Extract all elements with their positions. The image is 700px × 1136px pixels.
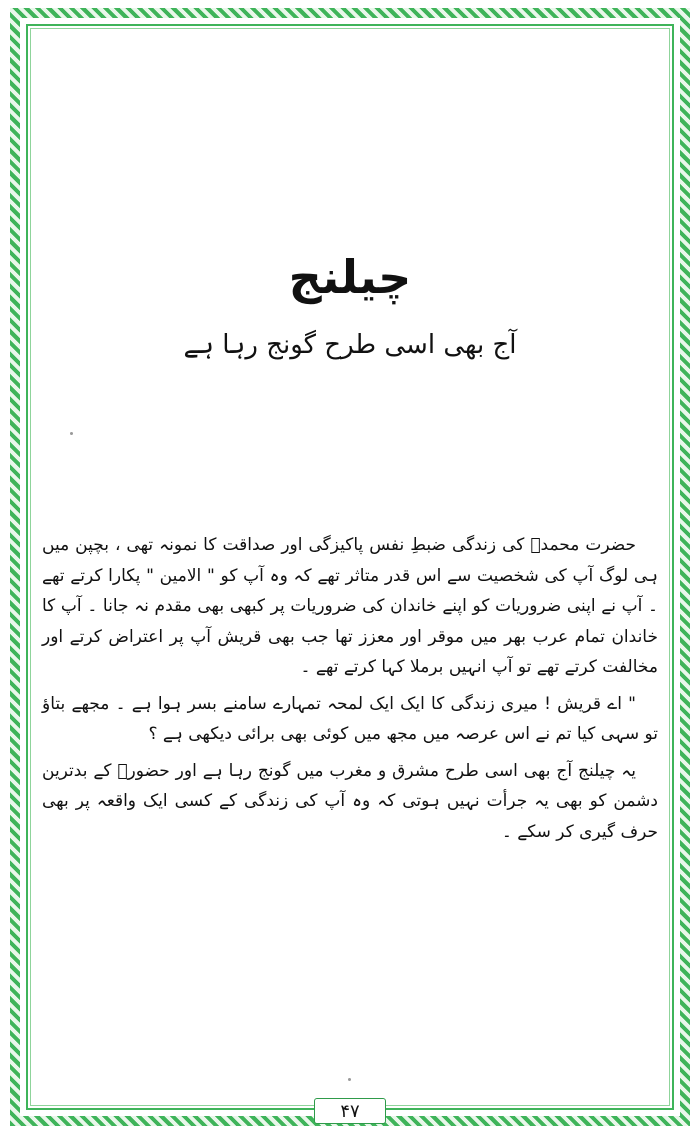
paragraph-3: یہ چیلنج آج بھی اسی طرح مشرق و مغرب میں گونج رہا ہے اور حضورؐ کے بدترین دشمن کو بھی یہ جرأت نہیں ہوتی کہ وہ آپ کی زندگی کے کسی ایک واقعہ پر بھی حرف گیری کر سکے ۔ <box>42 760 658 842</box>
print-speck <box>70 432 73 435</box>
paragraph-2: " اے قریش ! میری زندگی کا ایک ایک لمحہ تمہارے سامنے بسر ہوا ہے ۔ مجھے بتاؤ تو سہی کیا تم نے اس عرصہ میں مجھ میں کوئی بھی برائی دیکھی ہے ؟ <box>42 693 658 744</box>
chapter-subtitle: آج بھی اسی طرح گونج رہا ہے <box>183 330 517 360</box>
body-text <box>42 530 658 853</box>
chapter-title: چیلنج <box>288 250 412 304</box>
print-speck <box>348 1078 351 1081</box>
page-number: ۴۷ <box>314 1098 386 1124</box>
paragraph-1: حضرت محمدؐ کی زندگی ضبطِ نفس پاکیزگی اور صداقت کا نمونہ تھی ، بچپن میں ہی لوگ آپ کی شخصیت سے اس قدر متاثر تھے کہ وہ آپ کو " الامین " پکارا کرتے تھے ۔ آپ نے اپنی ضروریات کو اپنے خاندان کی ضروریات پر کبھی بھی مقدم نہ جانا ۔ آپ کا خاندان تمام عرب بھر میں موقر اور معزز تھا جب بھی قریش آپ پر اعتراض کرتے اور مخالفت کرتے تھے تو آپ انہیں برملا کہا کرتے تھے ۔ <box>42 535 658 677</box>
